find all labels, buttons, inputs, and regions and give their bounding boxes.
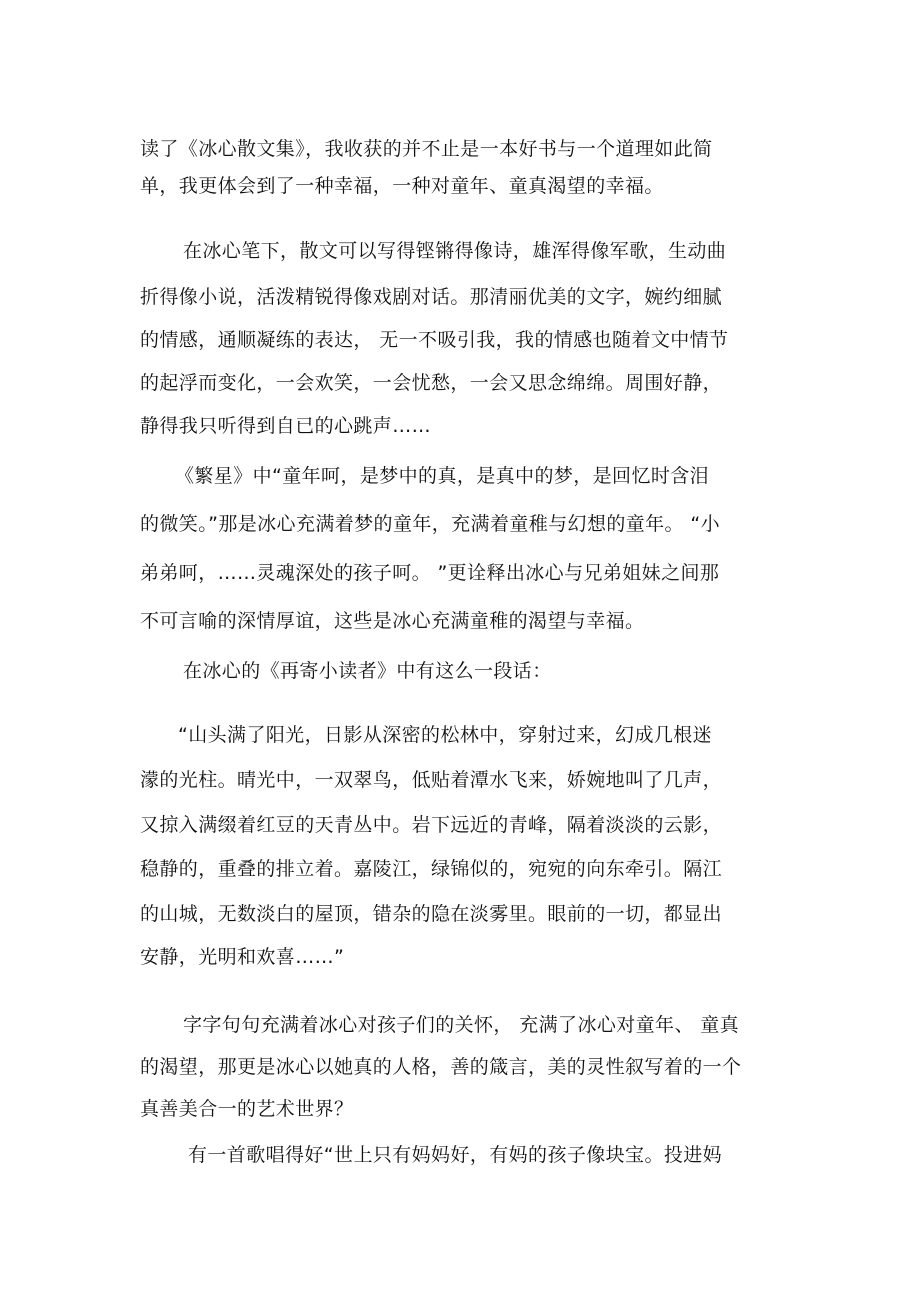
text-line: 的起浮而变化，一会欢笑，一会忧愁，一会又思念绵绵。周围好静， <box>140 372 723 394</box>
text-line: 安静，光明和欢喜……” <box>140 946 345 968</box>
text-line: 的山城，无数淡白的屋顶，错杂的隐在淡雾里。眼前的一切，都显出 <box>140 903 723 925</box>
text-line: 又掠入满缀着红豆的天青丛中。岩下远近的青峰，隔着淡淡的云影， <box>140 814 723 836</box>
text-line: 字字句句充满着冰心对孩子们的关怀， 充满了冰心对童年、 童真 <box>183 1014 740 1036</box>
text-line: 稳静的，重叠的排立着。嘉陵江，绿锦似的，宛宛的向东牵引。隔江 <box>140 858 723 880</box>
text-line: 弟弟呵，……灵魂深处的孩子呵。 ”更诠释出冰心与兄弟姐妹之间那 <box>140 562 720 584</box>
text-line: 静得我只听得到自已的心跳声…… <box>140 415 432 437</box>
text-line: 的渴望，那更是冰心以她真的人格，善的箴言，美的灵性叙写着的一个 <box>140 1056 742 1078</box>
text-line: 读了《冰心散文集》，我收获的并不止是一本好书与一个道理如此简 <box>140 138 713 160</box>
text-line: 在冰心笔下，散文可以写得铿锵得像诗，雄浑得像军歌，生动曲 <box>183 240 727 262</box>
text-line: 《繁星》中“童年呵，是梦中的真，是真中的梦，是回忆时含泪 <box>175 465 710 487</box>
text-line: 的情感，通顺凝练的表达， 无一不吸引我，我的情感也随着文中情节 <box>140 329 729 351</box>
text-line: “山头满了阳光，日影从深密的松林中，穿射过来，幻成几根迷 <box>178 724 713 746</box>
text-line: 的微笑。”那是冰心充满着梦的童年，充满着童稚与幻想的童年。 “小 <box>140 513 721 535</box>
text-line: 有一首歌唱得好“世上只有妈妈好，有妈的孩子像块宝。投进妈 <box>188 1144 723 1166</box>
text-line: 单，我更体会到了一种幸福，一种对童年、童真渴望的幸福。 <box>140 175 664 197</box>
text-line: 濛的光柱。晴光中，一双翠鸟，低贴着潭水飞来，娇婉地叫了几声， <box>140 769 723 791</box>
text-line: 折得像小说，活泼精锐得像戏剧对话。那清丽优美的文字，婉约细腻 <box>140 286 723 308</box>
text-line: 在冰心的《再寄小读者》中有这么一段话： <box>183 660 552 682</box>
text-line: 不可言喻的深情厚谊，这些是冰心充满童稚的渴望与幸福。 <box>140 610 645 632</box>
text-line: 真善美合一的艺术世界？ <box>140 1098 354 1120</box>
